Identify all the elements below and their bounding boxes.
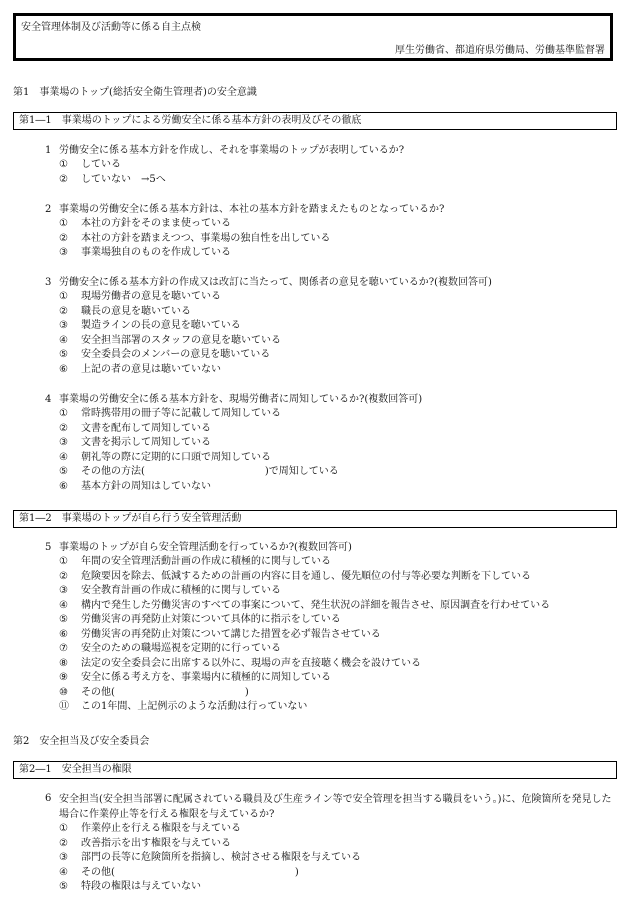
option-item[interactable]	[59, 642, 615, 657]
question-text: 労働安全に係る基本方針を作成し、それを事業場のトップが表明しているか?	[59, 145, 405, 156]
question-text: 労働安全に係る基本方針の作成又は改訂に当たって、関係者の意見を聴いているか?(複数回答可)	[59, 277, 492, 288]
question-2	[45, 203, 615, 261]
option-text: 安全教育計画の作成に積極的に関与している	[81, 585, 281, 597]
option-item[interactable]	[59, 584, 615, 599]
option-text: 本社の方針を踏まえつつ、事業場の独自性を出している	[81, 232, 331, 244]
option-mark: ②	[59, 173, 68, 185]
option-list	[59, 158, 615, 187]
option-text: 改善指示を出す権限を与えている	[81, 837, 231, 849]
option-item[interactable]	[59, 570, 615, 585]
option-mark: ⑧	[59, 657, 68, 669]
option-list	[59, 555, 615, 715]
option-text: 事業場独自のものを作成している	[81, 247, 231, 259]
question-number: 5	[45, 542, 52, 553]
option-item[interactable]	[59, 305, 615, 320]
option-item[interactable]	[59, 217, 615, 232]
option-text: 構内で発生した労働災害のすべての事案について、発生状況の詳細を報告させ、原因調査を行わせている	[81, 599, 551, 611]
option-mark: ⑤	[59, 349, 68, 361]
section-2-1-heading: 第2―1 安全担当の権限	[13, 761, 617, 779]
option-text: 現場労働者の意見を聴いている	[81, 291, 221, 303]
option-mark: ④	[59, 866, 68, 878]
question-3	[45, 276, 615, 377]
option-text: 特段の権限は与えていない	[81, 881, 201, 893]
option-item[interactable]	[59, 599, 615, 614]
option-text: 文書を配布して周知している	[81, 422, 211, 434]
option-item[interactable]	[59, 232, 615, 247]
option-item[interactable]	[59, 480, 615, 495]
option-item[interactable]	[59, 613, 615, 628]
chapter-2-heading: 第2 安全担当及び安全委員会	[13, 736, 150, 747]
option-item[interactable]	[59, 700, 615, 715]
option-text: 職長の意見を聴いている	[81, 305, 191, 317]
option-item[interactable]	[59, 422, 615, 437]
option-item[interactable]	[59, 363, 615, 378]
option-item[interactable]	[59, 436, 615, 451]
option-item[interactable]	[59, 246, 615, 261]
question-number: 2	[45, 204, 52, 215]
option-item[interactable]	[59, 465, 615, 480]
question-number: 3	[45, 277, 52, 288]
option-text: 危険要因を除去、低減するための計画の内容に目を通し、優先順位の付与等必要な判断を下している	[81, 570, 531, 582]
option-text: その他( )	[81, 686, 249, 698]
option-item[interactable]	[59, 319, 615, 334]
question-1	[45, 144, 615, 187]
option-mark: ①	[59, 556, 68, 568]
option-list	[59, 822, 615, 895]
chapter-1-heading: 第1 事業場のトップ(総括安全衛生管理者)の安全意識	[13, 87, 257, 98]
question-text: 事業場のトップが自ら安全管理活動を行っているか?(複数回答可)	[59, 542, 352, 553]
option-item[interactable]	[59, 837, 615, 852]
option-mark: ⑥	[59, 628, 68, 640]
option-text: 労働災害の再発防止対策について講じた措置を必ず報告させている	[81, 628, 381, 640]
option-text: 安全に係る考え方を、事業場内に積極的に周知している	[81, 672, 331, 684]
option-item[interactable]	[59, 866, 615, 881]
option-text: この1年間、上記例示のような活動は行っていない	[81, 701, 308, 713]
option-mark: ③	[59, 852, 68, 864]
option-text: 上記の者の意見は聴いていない	[81, 363, 221, 375]
option-item[interactable]	[59, 451, 615, 466]
section-1-2-heading: 第1―2 事業場のトップが自ら行う安全管理活動	[13, 510, 617, 528]
question-5	[45, 541, 615, 715]
option-item[interactable]	[59, 173, 615, 188]
option-mark: ②	[59, 305, 68, 317]
option-text: 常時携帯用の冊子等に記載して周知している	[81, 408, 281, 420]
option-mark: ①	[59, 408, 68, 420]
section-1-1-heading: 第1―1 事業場のトップによる労働安全に係る基本方針の表明及びその徹底	[13, 112, 617, 130]
option-mark: ①	[59, 159, 68, 171]
option-text: している	[81, 159, 121, 171]
option-text: その他( )	[81, 866, 299, 878]
option-item[interactable]	[59, 671, 615, 686]
option-list	[59, 407, 615, 494]
option-text: 本社の方針をそのまま使っている	[81, 218, 231, 230]
option-list	[59, 290, 615, 377]
option-text: 基本方針の周知はしていない	[81, 480, 211, 492]
question-text: 安全担当(安全担当部署に配属されている職員及び生産ライン等で安全管理を担当する職員をいう。)に、危険箇所を発見した場合に作業停止等を行える権限を与えているか?	[59, 794, 612, 820]
option-text: 安全担当部署のスタッフの意見を聴いている	[81, 334, 281, 346]
option-text: 労働災害の再発防止対策について具体的に指示をしている	[81, 614, 341, 626]
question-text: 事業場の労働安全に係る基本方針を、現場労働者に周知しているか?(複数回答可)	[59, 394, 423, 405]
option-mark: ②	[59, 570, 68, 582]
option-text: 文書を掲示して周知している	[81, 437, 211, 449]
question-6	[45, 792, 615, 895]
option-mark: ⑥	[59, 480, 68, 492]
option-text: 安全委員会のメンバーの意見を聴いている	[81, 349, 271, 361]
option-mark: ⑦	[59, 643, 68, 655]
option-text: 部門の長等に危険箇所を指摘し、検討させる権限を与えている	[81, 852, 361, 864]
option-mark: ②	[59, 422, 68, 434]
option-text: 法定の安全委員会に出席する以外に、現場の声を直接聴く機会を設けている	[81, 657, 421, 669]
question-4	[45, 393, 615, 494]
option-text: 作業停止を行える権限を与えている	[81, 823, 241, 835]
option-text: 朝礼等の際に定期的に口頭で周知している	[81, 451, 271, 463]
question-text: 事業場の労働安全に係る基本方針は、本社の基本方針を踏まえたものとなっているか?	[59, 204, 445, 215]
option-item[interactable]	[59, 851, 615, 866]
option-mark: ⑤	[59, 466, 68, 478]
option-mark: ③	[59, 437, 68, 449]
issuing-organization: 厚生労働省、都道府県労働局、労働基準監督署	[395, 45, 605, 56]
option-item[interactable]	[59, 348, 615, 363]
option-mark: ②	[59, 837, 68, 849]
question-number: 1	[45, 145, 52, 156]
document-title: 安全管理体制及び活動等に係る自主点検	[21, 22, 201, 33]
option-text: その他の方法( )で周知している	[81, 466, 339, 478]
option-item[interactable]	[59, 880, 615, 895]
option-mark: ③	[59, 320, 68, 332]
question-number: 4	[45, 394, 52, 405]
option-text: 年間の安全管理活動計画の作成に積極的に関与している	[81, 556, 331, 568]
option-mark: ③	[59, 247, 68, 259]
option-list	[59, 217, 615, 261]
option-text: 製造ラインの長の意見を聴いている	[81, 320, 241, 332]
option-item[interactable]	[59, 158, 615, 173]
option-mark: ④	[59, 334, 68, 346]
option-item[interactable]	[59, 290, 615, 305]
option-mark: ⑥	[59, 363, 68, 375]
option-mark: ⑤	[59, 881, 68, 893]
option-mark: ④	[59, 451, 68, 463]
option-mark: ⑨	[59, 672, 68, 684]
option-mark: ①	[59, 291, 68, 303]
option-text: していない →5へ	[81, 173, 166, 185]
option-mark: ②	[59, 232, 68, 244]
option-mark: ⑩	[59, 686, 68, 698]
option-mark: ⑪	[59, 701, 69, 713]
option-mark: ③	[59, 585, 68, 597]
option-item[interactable]	[59, 555, 615, 570]
option-text: 安全のための職場巡視を定期的に行っている	[81, 643, 281, 655]
option-item[interactable]	[59, 822, 615, 837]
option-item[interactable]	[59, 334, 615, 349]
option-mark: ①	[59, 218, 68, 230]
option-item[interactable]	[59, 628, 615, 643]
question-number: 6	[45, 793, 52, 804]
option-item[interactable]	[59, 657, 615, 672]
option-item[interactable]	[59, 407, 615, 422]
option-mark: ①	[59, 823, 68, 835]
option-item[interactable]	[59, 686, 615, 701]
option-mark: ⑤	[59, 614, 68, 626]
option-mark: ④	[59, 599, 68, 611]
header-box	[13, 13, 613, 61]
